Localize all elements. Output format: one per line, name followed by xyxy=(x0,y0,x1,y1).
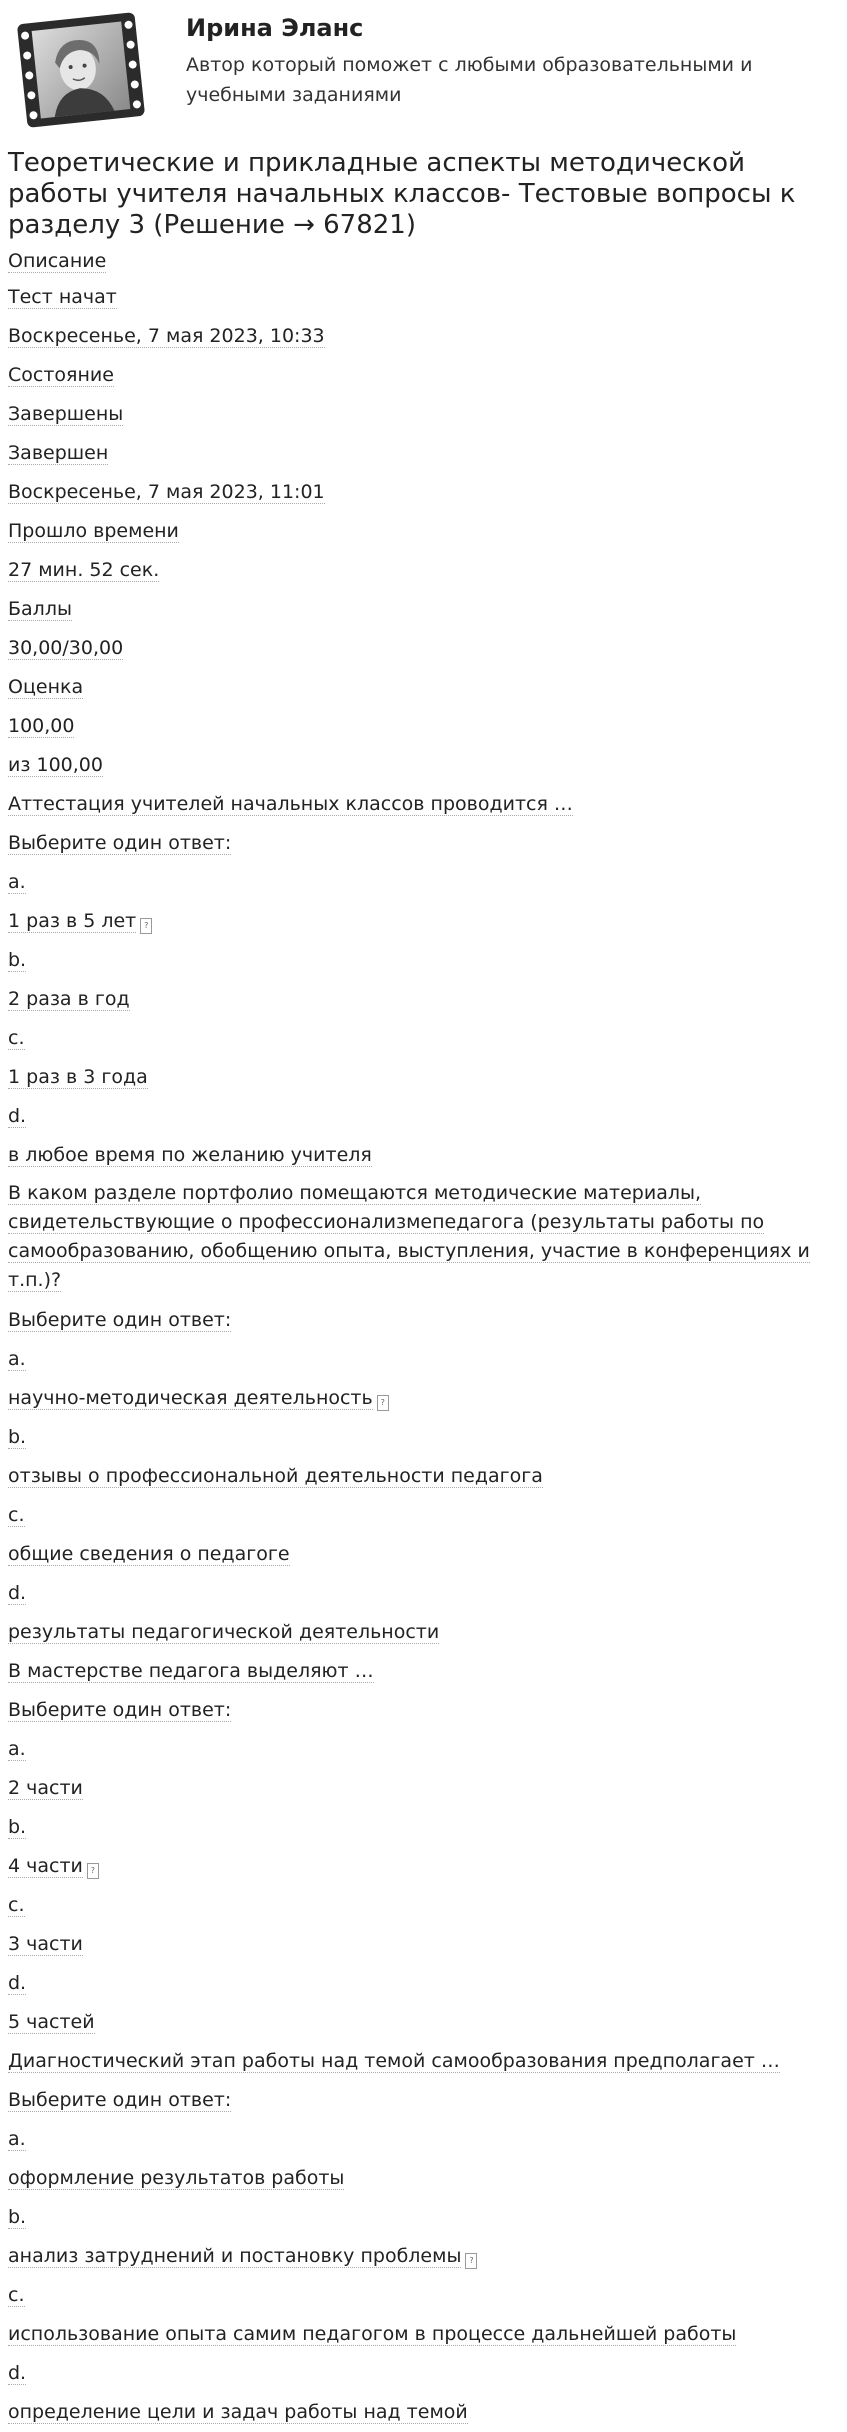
question-prompt: Выберите один ответ: xyxy=(8,1309,232,1331)
question-prompt: Выберите один ответ: xyxy=(8,2089,232,2111)
answer-option[interactable]: использование опыта самим педагогом в процессе дальнейшей работы xyxy=(8,2323,737,2345)
state-value: Завершены xyxy=(8,403,124,425)
question-prompt: Выберите один ответ: xyxy=(8,832,232,854)
author-name[interactable]: Ирина Эланс xyxy=(186,14,364,42)
points-value: 30,00/30,00 xyxy=(8,637,124,659)
correct-mark-icon: ? xyxy=(87,1863,99,1879)
option-letter: d. xyxy=(8,1972,27,1994)
option-letter: d. xyxy=(8,2362,27,2384)
started-label: Тест начат xyxy=(8,286,117,308)
answer-option[interactable]: оформление результатов работы xyxy=(8,2167,345,2189)
question-text: В каком разделе портфолио помещаются методические материалы, свидетельствующие о профессионализмепедагога (результаты работы по самообразованию, обобщению опыта, выступления, участие в конференциях и т.п.)? xyxy=(8,1182,810,1291)
avatar-film-frame-image xyxy=(6,8,156,132)
answer-option[interactable]: анализ затруднений и постановку проблемы ? xyxy=(8,2237,838,2276)
answer-option[interactable]: 5 частей xyxy=(8,2011,95,2033)
option-letter: a. xyxy=(8,871,26,893)
answer-option[interactable]: научно-методическая деятельность ? xyxy=(8,1379,838,1418)
answer-option[interactable]: 2 части xyxy=(8,1777,83,1799)
answer-option[interactable]: 1 раз в 3 года xyxy=(8,1066,148,1088)
avatar xyxy=(6,8,156,132)
answer-option[interactable]: отзывы о профессиональной деятельности педагога xyxy=(8,1465,543,1487)
points-label: Баллы xyxy=(8,598,72,620)
finished-value: Воскресенье, 7 мая 2023, 11:01 xyxy=(8,481,325,503)
correct-mark-icon: ? xyxy=(465,2253,477,2269)
option-letter: c. xyxy=(8,1894,25,1916)
state-label: Состояние xyxy=(8,364,114,386)
started-value: Воскресенье, 7 мая 2023, 10:33 xyxy=(8,325,325,347)
answer-option[interactable]: 2 раза в год xyxy=(8,988,130,1010)
question-text: Аттестация учителей начальных классов проводится … xyxy=(8,793,573,815)
option-letter: c. xyxy=(8,1027,25,1049)
grade-label: Оценка xyxy=(8,676,84,698)
option-letter: c. xyxy=(8,2284,25,2306)
quiz-content xyxy=(8,244,838,2432)
question-prompt: Выберите один ответ: xyxy=(8,1699,232,1721)
option-letter: b. xyxy=(8,1816,27,1838)
option-letter: d. xyxy=(8,1105,27,1127)
answer-option[interactable]: в любое время по желанию учителя xyxy=(8,1144,372,1166)
answer-option[interactable]: результаты педагогической деятельности xyxy=(8,1621,440,1643)
answer-option[interactable]: определение цели и задач работы над темой xyxy=(8,2401,468,2423)
option-letter: a. xyxy=(8,2128,26,2150)
option-letter: b. xyxy=(8,2206,27,2228)
answer-option[interactable]: общие сведения о педагоге xyxy=(8,1543,290,1565)
correct-mark-icon: ? xyxy=(140,918,152,934)
grade-value: 100,00 xyxy=(8,715,75,737)
question-text: В мастерстве педагога выделяют … xyxy=(8,1660,374,1682)
author-block xyxy=(0,0,847,140)
answer-option[interactable]: 4 части ? xyxy=(8,1847,838,1886)
option-letter: b. xyxy=(8,949,27,971)
description-label: Описание xyxy=(8,250,107,272)
author-description: Автор который поможет с любыми образовательными и учебными заданиями xyxy=(186,54,753,106)
answer-option[interactable]: 3 части xyxy=(8,1933,83,1955)
finished-label: Завершен xyxy=(8,442,109,464)
option-letter: d. xyxy=(8,1582,27,1604)
answer-option[interactable]: 1 раз в 5 лет ? xyxy=(8,902,838,941)
option-letter: a. xyxy=(8,1348,26,1370)
option-letter: a. xyxy=(8,1738,26,1760)
elapsed-label: Прошло времени xyxy=(8,520,179,542)
option-letter: b. xyxy=(8,1426,27,1448)
elapsed-value: 27 мин. 52 сек. xyxy=(8,559,160,581)
page-title: Теоретические и прикладные аспекты методической работы учителя начальных классов- Тестовые вопросы к разделу 3 (Решение → 67821) xyxy=(8,148,796,240)
grade-out-of: из 100,00 xyxy=(8,754,103,776)
correct-mark-icon: ? xyxy=(377,1395,389,1411)
option-letter: c. xyxy=(8,1504,25,1526)
question-text: Диагностический этап работы над темой самообразования предполагает … xyxy=(8,2050,780,2072)
